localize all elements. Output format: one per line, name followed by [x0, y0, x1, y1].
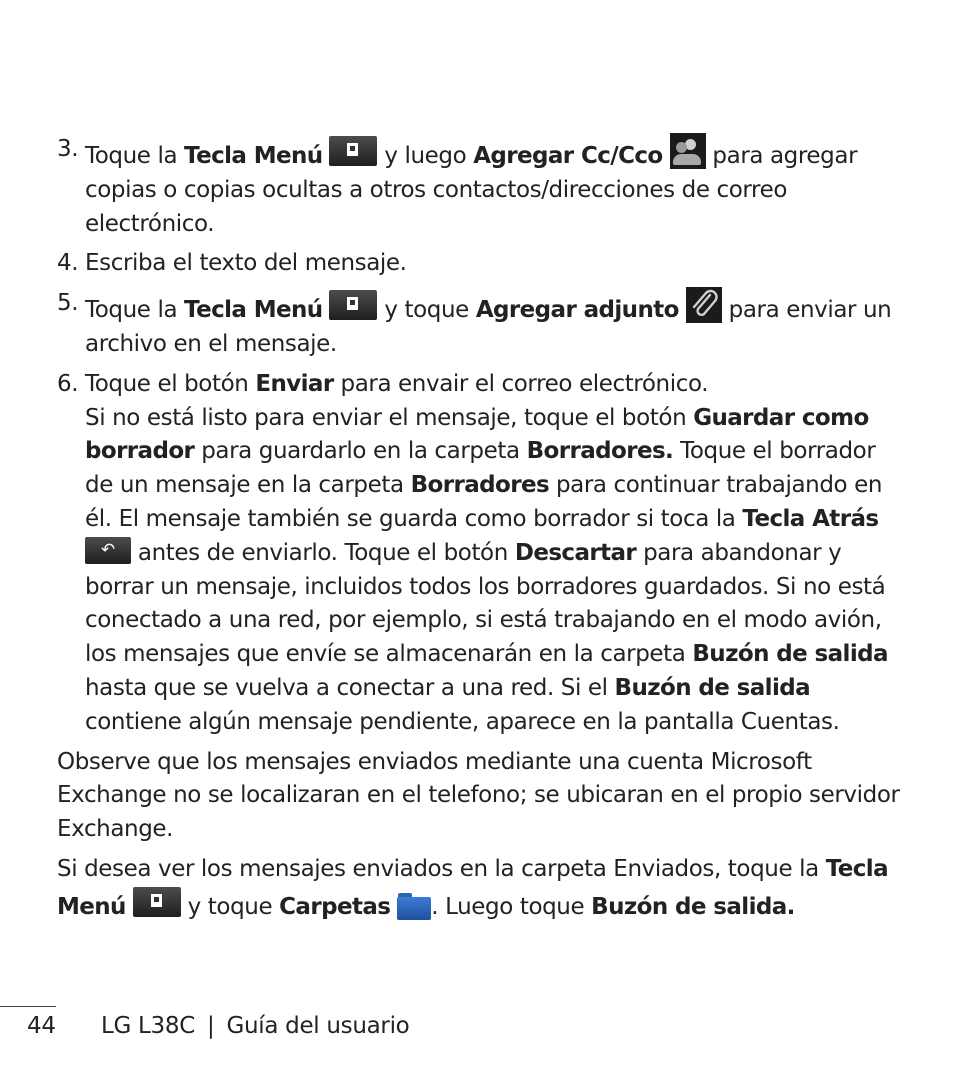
menu-key-icon [133, 887, 181, 917]
model-name: LG L38C [101, 1013, 195, 1039]
footer-title [101, 1013, 409, 1039]
step-text: para agregar copias o copias ocultas a otros contactos/direcciones de correo electrónico. [85, 143, 858, 237]
step-text: Toque el botón [85, 370, 256, 397]
instructions [57, 133, 902, 925]
step-5 [57, 287, 902, 362]
note-text: y toque [180, 893, 280, 920]
menu-key-icon [329, 290, 377, 320]
menu-key-icon [329, 136, 377, 166]
step-text: para envair el correo electrónico. [333, 370, 709, 397]
step-text: Toque la [85, 143, 185, 169]
step-text: para abandonar y borrar un mensaje, incluidos todos los borradores guardados. Si no está conectado a una red, por ejemplo, si está trabajando en el modo avión, los mensajes que envíe se almacenarán en la carpeta [85, 539, 886, 668]
add-attachment-label: Agregar adjunto [475, 297, 679, 324]
back-key-icon: ↶ [85, 537, 131, 564]
step-text: Toque el borrador de un mensaje en la carpeta [85, 438, 876, 499]
step-text: para guardarlo en la carpeta [194, 438, 527, 465]
step-number: 4. [57, 250, 79, 277]
note-text: . Luego toque [431, 893, 592, 920]
footer-separator: | [207, 1013, 215, 1039]
back-key-label: Tecla Atrás [742, 505, 879, 532]
menu-key-label: Tecla Menú [184, 297, 323, 324]
step-6-paragraph [85, 402, 902, 740]
step-text: antes de enviarlo. Toque el botón [131, 539, 515, 566]
save-draft-label: Guardar como borrador [85, 404, 869, 465]
step-3 [57, 133, 902, 241]
paperclip-icon [686, 287, 722, 323]
outbox-label: Buzón de salida. [591, 893, 795, 920]
send-label: Enviar [255, 370, 334, 397]
step-text: y luego [377, 143, 474, 169]
drafts-label: Borradores. [526, 438, 674, 465]
guide-name: Guía del usuario [226, 1013, 410, 1039]
step-6 [57, 368, 902, 740]
outbox-label: Buzón de salida [614, 674, 811, 701]
menu-key-label: Tecla Menú [184, 143, 323, 169]
step-text: Toque la [85, 297, 185, 324]
step-text: Si no está listo para enviar el mensaje, toque el botón [85, 404, 694, 431]
step-6-line-1 [85, 368, 902, 402]
note-text: Si desea ver los mensajes enviados en la carpeta Enviados, toque la [57, 855, 826, 882]
drafts-label: Borradores [410, 472, 550, 499]
step-text: contiene algún mensaje pendiente, aparece en la pantalla Cuentas. [85, 708, 840, 735]
add-cc-label: Agregar Cc/Cco [473, 143, 663, 169]
folders-label: Carpetas [279, 893, 391, 920]
sent-folder-note [57, 853, 902, 925]
exchange-note: Observe que los mensajes enviados mediante una cuenta Microsoft Exchange no se localizaran en el telefono; se ubicaran en el propio servidor Exchange. [57, 748, 900, 843]
step-text: Escriba el texto del mensaje. [85, 250, 407, 277]
add-contacts-icon [670, 133, 706, 169]
step-number: 3. [57, 136, 79, 162]
step-4 [57, 247, 902, 281]
outbox-label: Buzón de salida [692, 641, 888, 668]
step-text: para continuar trabajando en él. El mensaje también se guarda como borrador si toca la [85, 472, 883, 532]
step-number: 5. [57, 290, 79, 317]
step-text: hasta que se vuelva a conectar a una red. Si el [85, 674, 615, 701]
step-text: y toque [377, 297, 476, 324]
step-number: 6. [57, 370, 79, 397]
footer-rule [0, 1006, 56, 1007]
page-number: 44 [27, 1013, 56, 1039]
menu-key-label: Tecla Menú [57, 855, 888, 920]
folder-icon [397, 891, 431, 921]
discard-label: Descartar [514, 539, 637, 566]
step-text: para enviar un archivo en el mensaje. [85, 297, 892, 357]
